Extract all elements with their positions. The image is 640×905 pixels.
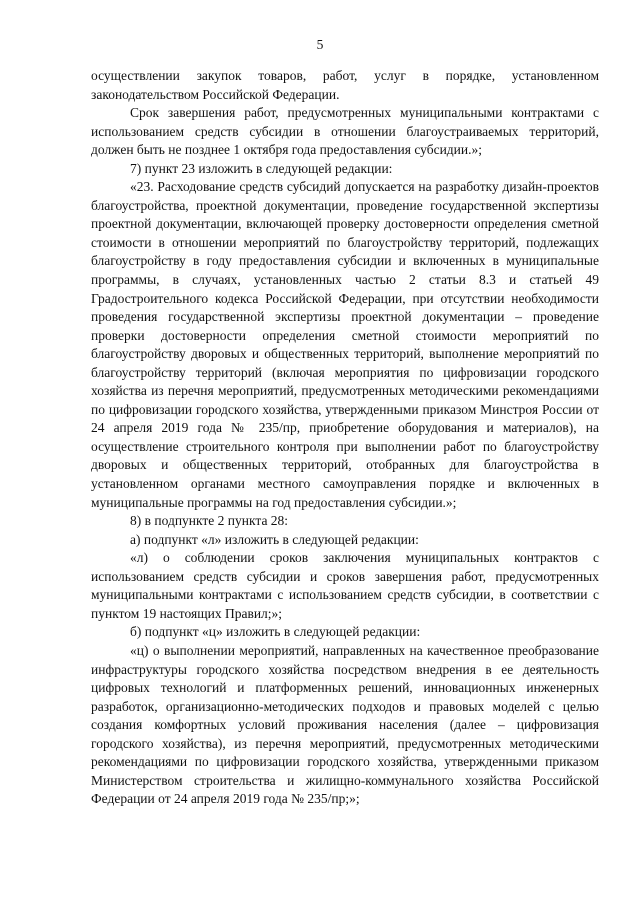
list-item: а) подпункт «л» изложить в следующей редакции: <box>130 531 419 547</box>
paragraph: «23. Расходование средств субсидий допускается на разработку дизайн-проектов благоустройства, проектной документации, проведение государственной экспертизы проектной документации, включающей проверку достоверности определения сметной стоимости в отношении мероприятий по благоустройству территорий, подлежащих благоустройству в году предоставления субсидии и включенных в муниципальные программы, в случаях, установленных частью 2 статьи 8.3 и статьей 49 Градостроительного кодекса Российской Федерации, при отсутствии необходимости проведения государственной экспертизы проектной документации – проведение проверки достоверности определения сметной стоимости мероприятий по благоустройству дворовых и общественных территорий, выполнение мероприятий по благоустройству территорий (включая мероприятия по цифровизации городского хозяйства из перечня мероприятий, предусмотренных методическими рекомендациями по цифровизации городского хозяйства, утвержденными приказом Минстроя России от 24 апреля 2019 года № 235/пр, приобретение оборудования и материалов), на осуществление строительного контроля при выполнении работ по благоустройству дворовых и общественных территорий, отобранных для благоустройства в установленном органами местного самоуправления порядке и включенных в муниципальные программы на год предоставления субсидии.»; <box>91 179 599 510</box>
list-item: 7) пункт 23 изложить в следующей редакции: <box>130 160 393 176</box>
document-body <box>91 67 599 809</box>
paragraph: «ц) о выполнении мероприятий, направленных на качественное преобразование инфраструктуры городского хозяйства посредством внедрения в ее деятельность цифровых технологий и платформенных решений, инновационных инженерных разработок, организационно-методических подходов и правовых моделей с целью создания комфортных условий проживания населения (далее – цифровизация городского хозяйства), из перечня мероприятий, предусмотренных методическими рекомендациями по цифровизации городского хозяйства, утвержденными приказом Министерством строительства и жилищно-коммунального хозяйства Российской Федерации от 24 апреля 2019 года № 235/пр;»; <box>91 642 599 807</box>
list-item: б) подпункт «ц» изложить в следующей редакции: <box>130 624 421 640</box>
paragraph: Срок завершения работ, предусмотренных муниципальными контрактами с использованием средств субсидии в отношении благоустраиваемых территорий, должен быть не позднее 1 октября года предоставления субсидии.»; <box>91 105 599 158</box>
list-item: 8) в подпункте 2 пункта 28: <box>130 513 289 529</box>
paragraph: осуществлении закупок товаров, работ, услуг в порядке, установленном законодательством Российской Федерации. <box>91 68 599 102</box>
page-number: 5 <box>316 37 324 52</box>
paragraph: «л) о соблюдении сроков заключения муниципальных контрактов с использованием средств субсидии и сроков завершения работ, предусмотренных муниципальными контрактами с использованием средств субсидии, в соответствии с пунктом 19 настоящих Правил;»; <box>91 550 599 621</box>
